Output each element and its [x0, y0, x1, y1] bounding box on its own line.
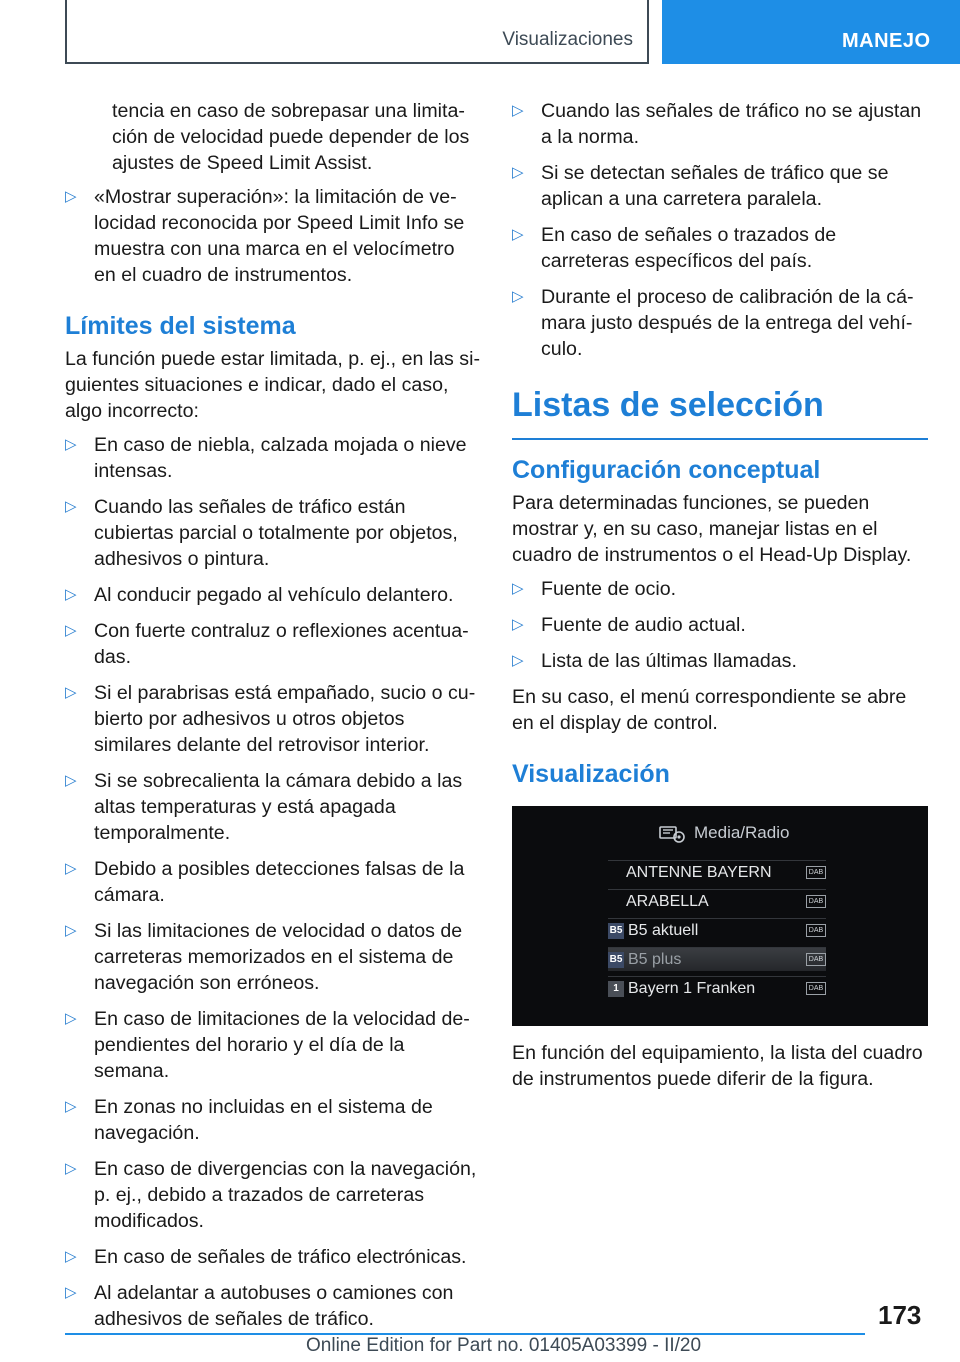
page-header [0, 0, 960, 66]
triangle-bullet-icon: ▷ [65, 860, 77, 877]
triangle-bullet-icon: ▷ [65, 922, 77, 939]
station-row[interactable]: ARABELLA [608, 889, 826, 913]
triangle-bullet-icon: ▷ [512, 288, 524, 305]
list-item: ▷ Si se detectan señales de tráfico que se aplican a una carretera paralela. [512, 162, 889, 210]
list-item: ▷ Si las limitaciones de velocidad o datos de carreteras memorizados en el sistema de navegación son erróneos. [65, 920, 463, 994]
list-item: ▷ Fuente de ocio. [512, 578, 677, 600]
list-item: ▷ Durante el proceso de calibración de la cámara justo después de la entrega del vehículo. [512, 286, 914, 360]
list-item: ▷ En caso de señales de tráfico electrónicas. [65, 1246, 467, 1268]
triangle-bullet-icon: ▷ [65, 1248, 77, 1265]
list-item: ▷ En caso de niebla, calzada mojada o nieve intensas. [65, 434, 467, 482]
intro-paragraph: tencia en caso de sobrepasar una limitación de velocidad puede depender de los ajustes de Speed Limit Assist. [112, 100, 470, 174]
list-item: ▷ En caso de señales o trazados de carreteras específicos del país. [512, 224, 837, 272]
media-radio-icon [658, 822, 686, 844]
list-item: ▷ «Mostrar superación»: la limitación de velocidad reconocida por Speed Limit Info se muestra con una marca en el velocímetro en el cuadro de instrumentos. [65, 186, 465, 286]
page-number: 173 [878, 1300, 922, 1330]
triangle-bullet-icon: ▷ [65, 1010, 77, 1027]
list-item: ▷ Debido a posibles detecciones falsas de la cámara. [65, 858, 465, 906]
triangle-bullet-icon: ▷ [512, 652, 524, 669]
system-limits-paragraph: La función puede estar limitada, p. ej., en las siguientes situaciones e indicar, dado el caso, algo incorrecto: [65, 348, 480, 422]
left-column [65, 98, 481, 1342]
triangle-bullet-icon: ▷ [65, 436, 77, 453]
control-display-paragraph: En su caso, el menú correspondiente se abre en el display de control. [512, 686, 907, 734]
triangle-bullet-icon: ▷ [65, 622, 77, 639]
triangle-bullet-icon: ▷ [512, 580, 524, 597]
list-item: ▷ Al adelantar a autobuses o camiones con adhesivos de señales de tráfico. [65, 1282, 454, 1330]
triangle-bullet-icon: ▷ [512, 226, 524, 243]
list-item: ▷ Al conducir pegado al vehículo delantero. [65, 584, 454, 606]
header-box [65, 0, 649, 64]
triangle-bullet-icon: ▷ [65, 1284, 77, 1301]
triangle-bullet-icon: ▷ [65, 684, 77, 701]
edition-note: Online Edition for Part no. 01405A03399 - II/20 [306, 1335, 702, 1356]
list-item: ▷ Cuando las señales de tráfico están cubiertas parcial o totalmente por objetos, adhesivos o pintura. [65, 496, 458, 570]
triangle-bullet-icon: ▷ [65, 1098, 77, 1115]
station-logo-icon: 1 [608, 981, 624, 997]
station-logo-icon: B5 [608, 952, 624, 968]
system-limits-list [65, 432, 481, 1332]
list-item: ▷ Lista de las últimas llamadas. [512, 650, 797, 672]
triangle-bullet-icon: ▷ [512, 102, 524, 119]
station-logo-icon: B5 [608, 923, 624, 939]
list-item: ▷ En caso de divergencias con la navegación, p. ej., debido a trazados de carreteras modificados. [65, 1158, 477, 1232]
triangle-bullet-icon: ▷ [65, 1160, 77, 1177]
dab-badge: DAB [806, 866, 826, 879]
list-item: ▷ Si se sobrecalienta la cámara debido a las altas temperaturas y está apagada temporalmente. [65, 770, 463, 844]
chapter-heading-selection-lists: Listas de selección [512, 384, 928, 440]
section-title: Visualizaciones [502, 29, 633, 50]
list-item: ▷ En caso de limitaciones de la velocidad dependientes del horario y el día de la semana. [65, 1008, 470, 1082]
triangle-bullet-icon: ▷ [65, 188, 77, 205]
triangle-bullet-icon: ▷ [65, 498, 77, 515]
chapter-tab[interactable]: MANEJO [662, 0, 960, 64]
figure-caption: En función del equipamiento, la lista del cuadro de instrumentos puede diferir de la figura. [512, 1042, 923, 1090]
list-item: ▷ Cuando las señales de tráfico no se ajustan a la norma. [512, 100, 922, 148]
station-row[interactable]: ANTENNE BAYERN [608, 860, 826, 884]
right-column [512, 98, 928, 1100]
dab-badge: DAB [806, 982, 826, 995]
list-item: ▷ En zonas no incluidas en el sistema de navegación. [65, 1096, 433, 1144]
list-item: ▷ Si el parabrisas está empañado, sucio o cubierto por adhesivos u otros objetos similares delante del retrovisor interior. [65, 682, 476, 756]
triangle-bullet-icon: ▷ [512, 164, 524, 181]
dab-badge: DAB [806, 953, 826, 966]
list-item: ▷ Con fuerte contraluz o reflexiones acentuadas. [65, 620, 469, 668]
section-heading-concept: Configuración conceptual [512, 456, 821, 484]
intro-bullet-list [65, 184, 481, 288]
dab-badge: DAB [806, 895, 826, 908]
concept-bullet-list [512, 576, 928, 674]
station-row[interactable]: 1 Bayern 1 Franken [608, 976, 826, 1000]
station-row[interactable]: B5 B5 aktuell [608, 918, 826, 942]
continued-bullet-list [512, 98, 928, 362]
triangle-bullet-icon: ▷ [65, 586, 77, 603]
section-heading-system-limits: Límites del sistema [65, 312, 296, 340]
dab-badge: DAB [806, 924, 826, 937]
instrument-cluster-screenshot [512, 806, 928, 1026]
station-row-selected[interactable]: B5 B5 plus [608, 947, 826, 971]
list-item: ▷ Fuente de audio actual. [512, 614, 746, 636]
triangle-bullet-icon: ▷ [65, 772, 77, 789]
section-heading-display: Visualización [512, 760, 670, 788]
concept-paragraph: Para determinadas funciones, se pueden mostrar y, en su caso, manejar listas en el cuadro de instrumentos o el Head-Up Display. [512, 492, 912, 566]
triangle-bullet-icon: ▷ [512, 616, 524, 633]
screen-title: Media/Radio [658, 822, 789, 844]
